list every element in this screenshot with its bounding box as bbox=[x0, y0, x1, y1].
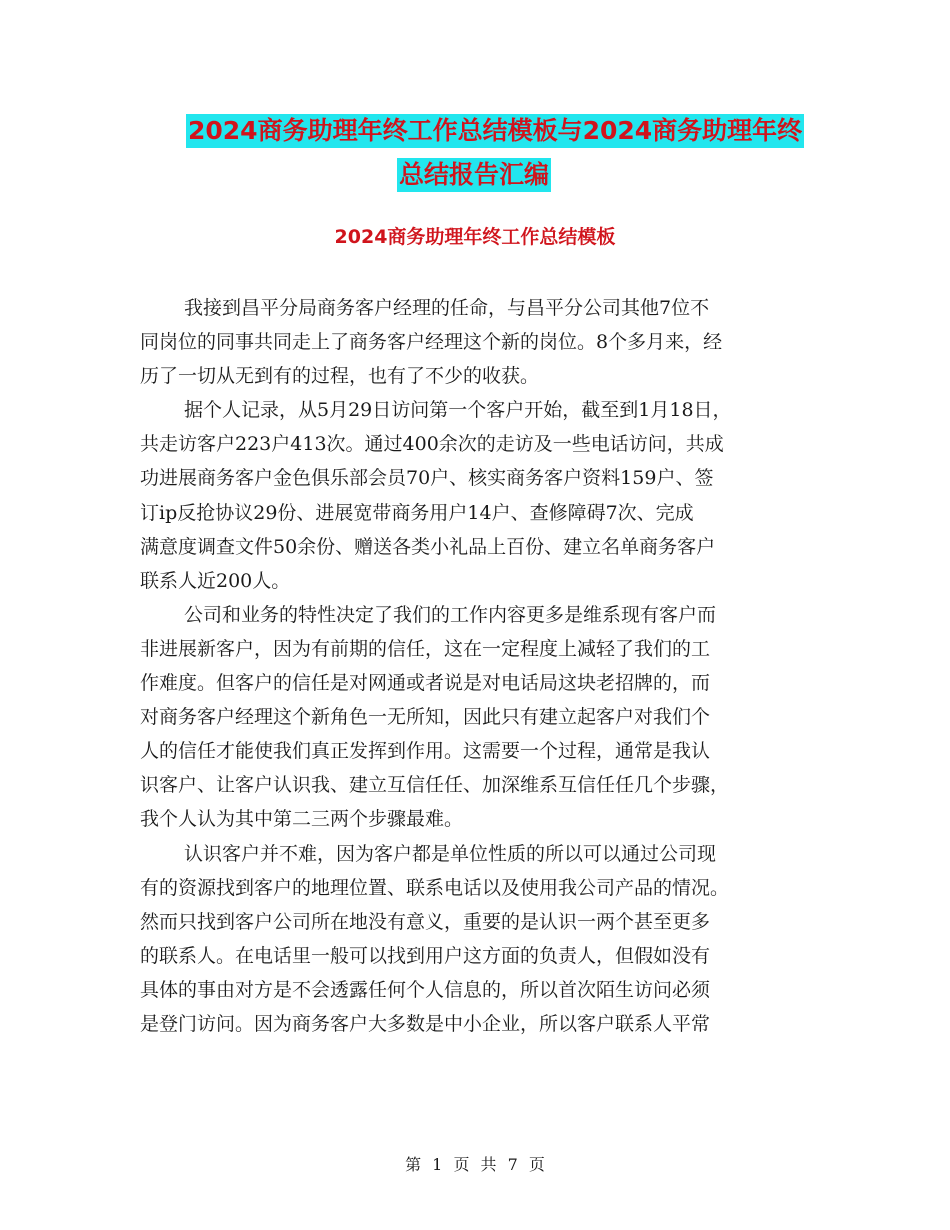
paragraph-4-line-6: 是登门访问。因为商务客户大多数是中小企业，所以客户联系人平常 bbox=[140, 1012, 711, 1035]
paragraph-1-line-2: 同岗位的同事共同走上了商务客户经理这个新的岗位。8个多月来，经 bbox=[140, 331, 723, 354]
paragraph-4-line-2: 有的资源找到客户的地理位置、联系电话以及使用我公司产品的情况。 bbox=[140, 876, 730, 899]
paragraph-3-line-7: 我个人认为其中第二三两个步骤最难。 bbox=[140, 808, 464, 831]
paragraph-1-line-1: 我接到昌平分局商务客户经理的任命，与昌平分公司其他7位不 bbox=[184, 297, 710, 319]
paragraph-4-line-3: 然而只找到客户公司所在地没有意义，重要的是认识一两个甚至更多 bbox=[140, 910, 711, 933]
paragraph-3-line-1: 公司和业务的特性决定了我们的工作内容更多是维系现有客户而 bbox=[184, 603, 717, 626]
paragraph-2-line-3: 功进展商务客户金色俱乐部会员70户、核实商务客户资料159户、签 bbox=[140, 467, 714, 490]
section-title: 2024商务助理年终工作总结模板 bbox=[334, 226, 616, 248]
paragraph-2-line-4: 订ip反抢协议29份、进展宽带商务用户14户、查修障碍7次、完成 bbox=[140, 501, 694, 524]
paragraph-4-line-1: 认识客户并不难，因为客户都是单位性质的所以可以通过公司现 bbox=[184, 842, 717, 865]
paragraph-2-line-1: 据个人记录，从5月29日访问第一个客户开始，截至到1月18日， bbox=[184, 399, 732, 422]
paragraph-3-line-5: 人的信任才能使我们真正发挥到作用。这需要一个过程，通常是我认 bbox=[140, 740, 711, 763]
document-title-line-1: 2024商务助理年终工作总结模板与2024商务助理年终 bbox=[186, 114, 804, 148]
paragraph-3-line-3: 作难度。但客户的信任是对网通或者说是对电话局这块老招牌的，而 bbox=[140, 672, 711, 695]
body-text bbox=[140, 291, 830, 1041]
paragraph-3-line-4: 对商务客户经理这个新角色一无所知，因此只有建立起客户对我们个 bbox=[140, 706, 711, 729]
document-title-line-2: 总结报告汇编 bbox=[397, 158, 551, 192]
paragraph-1-line-3: 历了一切从无到有的过程，也有了不少的收获。 bbox=[140, 365, 540, 388]
paragraph-2-line-2: 共走访客户223户413次。通过400余次的走访及一些电话访问，共成 bbox=[140, 433, 724, 456]
paragraph-3-line-6: 识客户、让客户认识我、建立互信任任、加深维系互信任任几个步骤， bbox=[140, 774, 730, 797]
paragraph-4-line-4: 的联系人。在电话里一般可以找到用户这方面的负责人，但假如没有 bbox=[140, 944, 711, 967]
paragraph-2-line-6: 联系人近200人。 bbox=[140, 569, 291, 592]
page-number-footer: 第 1 页 共 7 页 bbox=[405, 1155, 545, 1174]
paragraph-4-line-5: 具体的事由对方是不会透露任何个人信息的，所以首次陌生访问必须 bbox=[140, 978, 711, 1001]
paragraph-2-line-5: 满意度调查文件50余份、赠送各类小礼品上百份、建立名单商务客户 bbox=[140, 535, 716, 558]
paragraph-3-line-2: 非进展新客户，因为有前期的信任，这在一定程度上减轻了我们的工 bbox=[140, 637, 711, 660]
